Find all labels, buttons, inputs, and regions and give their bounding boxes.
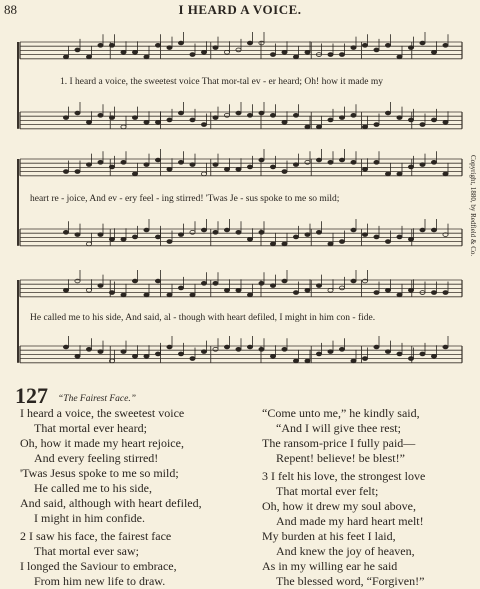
page-number: 88 [4,2,17,17]
verse-line: 3 I felt his love, the strongest love [262,469,426,483]
lyric-line-1: 1. I heard a voice, the sweetest voice That mor-tal ev - er heard; Oh! how it made my [60,77,384,87]
verse-line: The ransom-price I fully paid— [262,436,416,450]
verse-line: The blessed word, “Forgiven!” [276,574,425,588]
verse-line: That mortal ever heard; [34,421,147,435]
verse-line: Repent! believe! be blest!” [276,451,405,465]
lyric-line-2: heart re - joice, And ev - ery feel - ing stirred! 'Twas Je - sus spoke to me so mild; [30,194,340,204]
verse-line: That mortal ever saw; [34,544,139,558]
verse-line: “And I will give thee rest; [276,421,401,435]
verse-line: And made my hard heart melt! [276,514,424,528]
verse-line: I longed the Saviour to embrace, [20,559,177,573]
verse-line: My burden at his feet I laid, [262,529,396,543]
verse-line: Oh, how it drew my soul above, [262,499,416,513]
verse-line: “Come unto me,” he kindly said, [262,406,420,420]
verse-line: I heard a voice, the sweetest voice [20,406,185,420]
verse-line: And knew the joy of heaven, [276,544,415,558]
verse-line: And said, although with heart defiled, [20,496,202,510]
verse-line: As in my willing ear he said [262,559,398,573]
verse-line: 2 I saw his face, the fairest face [20,529,172,543]
copyright-notice: Copyright, 1880, by Redfield & Co. [469,155,477,257]
verse-line: He called me to his side, [34,481,152,495]
hymn-subtitle: “The Fairest Face.” [58,394,137,404]
lyric-line-3: He called me to his side, And said, al - though with heart defiled, I might in him con - fide. [30,313,376,323]
verse-line: That mortal ever felt; [276,484,379,498]
verse-line: Oh, how it made my heart rejoice, [20,436,184,450]
verse-line: From him new life to draw. [34,574,166,588]
hymn-title: I HEARD A VOICE. [178,2,302,17]
verse-line: I might in him confide. [34,511,145,525]
verse-line: And every feeling stirred! [34,451,159,465]
hymn-number: 127 [15,383,48,408]
verse-line: 'Twas Jesus spoke to me so mild; [20,466,179,480]
